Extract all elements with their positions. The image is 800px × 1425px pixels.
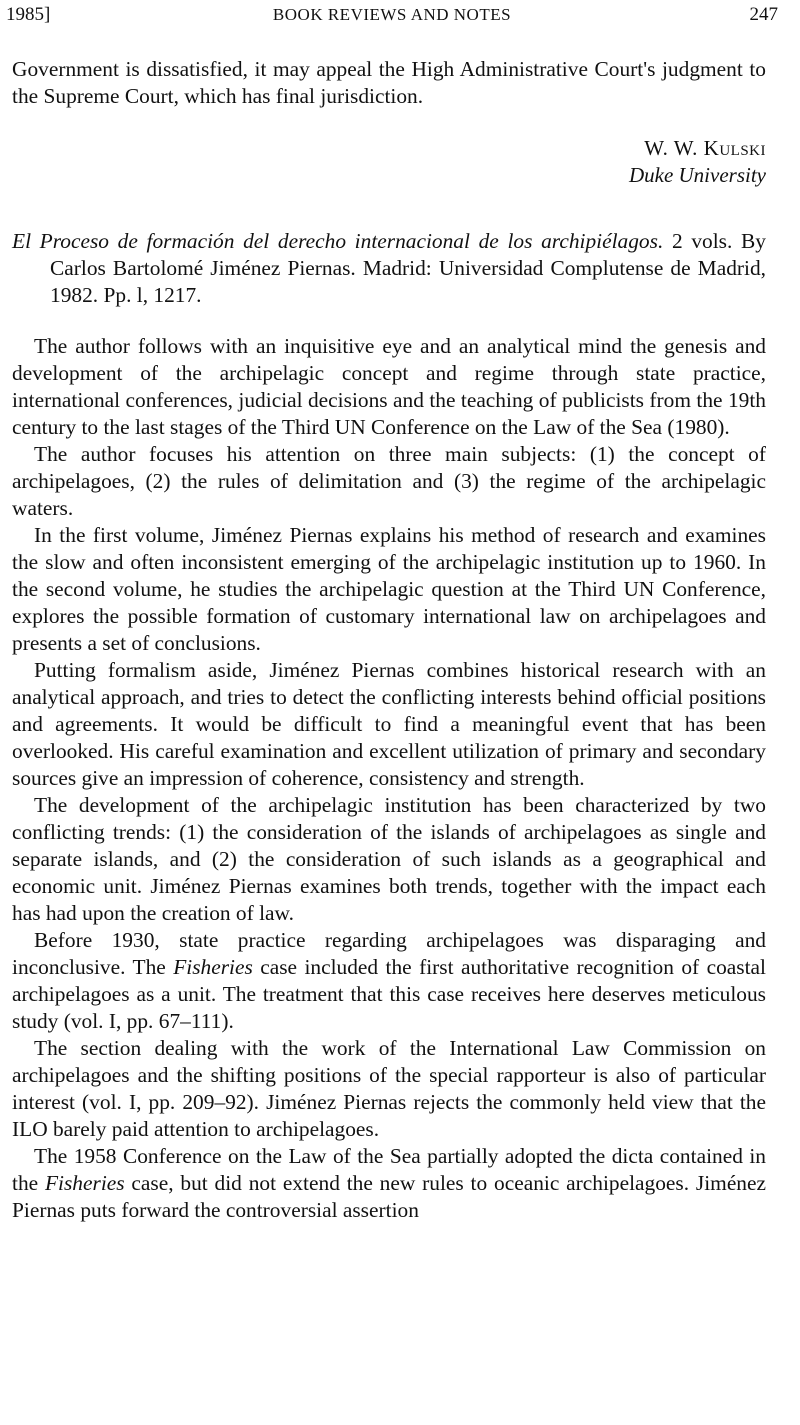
p8-case-name: Fisheries <box>44 1171 125 1195</box>
review-paragraph-2: The author focuses his attention on three main subjects: (1) the concept of archipelagoes, (2) the rules of delimitation and (3) the regime of the archipelagic waters. <box>12 442 766 520</box>
running-head <box>6 4 778 30</box>
review-paragraph-1: The author follows with an inquisitive eye and an analytical mind the genesis and development of the archipelagic concept and regime through state practice, international conferences, judicial decisions and the teaching of publicists from the 19th century to the last stages of the Third UN Conference on the Law of the Sea (1980). <box>12 334 766 439</box>
header-year: 1985] <box>6 4 51 25</box>
p6-case-name: Fisheries <box>173 955 253 979</box>
review-paragraph-3: In the first volume, Jiménez Piernas explains his method of research and examines the slow and often inconsistent emerging of the archipelagic institution up to 1960. In the second volume, he studies the archipelagic question at the Third UN Conference, explores the possible formation of customary international law on archipelagoes and presents a set of conclusions. <box>12 523 766 655</box>
review-paragraph-6 <box>12 927 766 1035</box>
review-paragraph-5: The development of the archipelagic institution has been characterized by two conflicting trends: (1) the consideration of the islands of archipelagoes as single and separate islands, and (2) the consideration of such islands as a geographical and economic unit. Jiménez Piernas examines both trends, together with the impact each has had upon the creation of law. <box>12 793 766 925</box>
review-body <box>12 333 766 1224</box>
header-section-title: BOOK REVIEWS AND NOTES <box>272 5 512 24</box>
page-number: 247 <box>749 4 778 25</box>
p6-text-a: Before 1930, state practice regarding archipelagoes was disparaging and inconclusive. The <box>12 928 766 979</box>
p6-text-b: case included the first authoritative recognition of coastal archipelagoes as a unit. The treatment that this case receives here deserves meticulous study (vol. I, pp. 67–111). <box>12 955 766 1033</box>
previous-review-ending <box>12 56 766 110</box>
review-paragraph-7: The section dealing with the work of the International Law Commission on archipelagoes and the shifting positions of the special rapporteur is also of particular interest (vol. I, pp. 209–92). Jiménez Piernas rejects the commonly held view that the ILO barely paid attention to archipelagoes. <box>12 1036 766 1141</box>
previous-review-closing-paragraph: Government is dissatisfied, it may appeal the High Administrative Court's judgment to the Supreme Court, which has final jurisdiction. <box>12 57 766 108</box>
review-paragraph-8 <box>12 1143 766 1224</box>
review-paragraph-4: Putting formalism aside, Jiménez Piernas combines historical research with an analytical approach, and tries to detect the conflicting interests behind official positions and agreements. It would be difficult to find a meaningful event that has been overlooked. His careful examination and excellent utilization of primary and secondary sources give an impression of coherence, consistency and strength. <box>12 658 766 790</box>
book-details: 2 vols. By Carlos Bartolomé Jiménez Piernas. Madrid: Universidad Complutense de Madrid, 1982. Pp. l, 1217. <box>50 229 766 307</box>
reviewer-name: W. W. Kulski <box>644 136 766 160</box>
book-citation <box>12 228 766 309</box>
p8-text-b: case, but did not extend the new rules to oceanic archipelagoes. Jiménez Piernas puts forward the controversial assertion <box>12 1171 766 1222</box>
reviewer-signature <box>629 135 766 189</box>
book-title: El Proceso de formación del derecho internacional de los archipiélagos. <box>12 229 664 253</box>
reviewer-affiliation: Duke University <box>628 163 766 187</box>
p8-text-a: The 1958 Conference on the Law of the Sea partially adopted the dicta contained in the <box>12 1144 766 1195</box>
